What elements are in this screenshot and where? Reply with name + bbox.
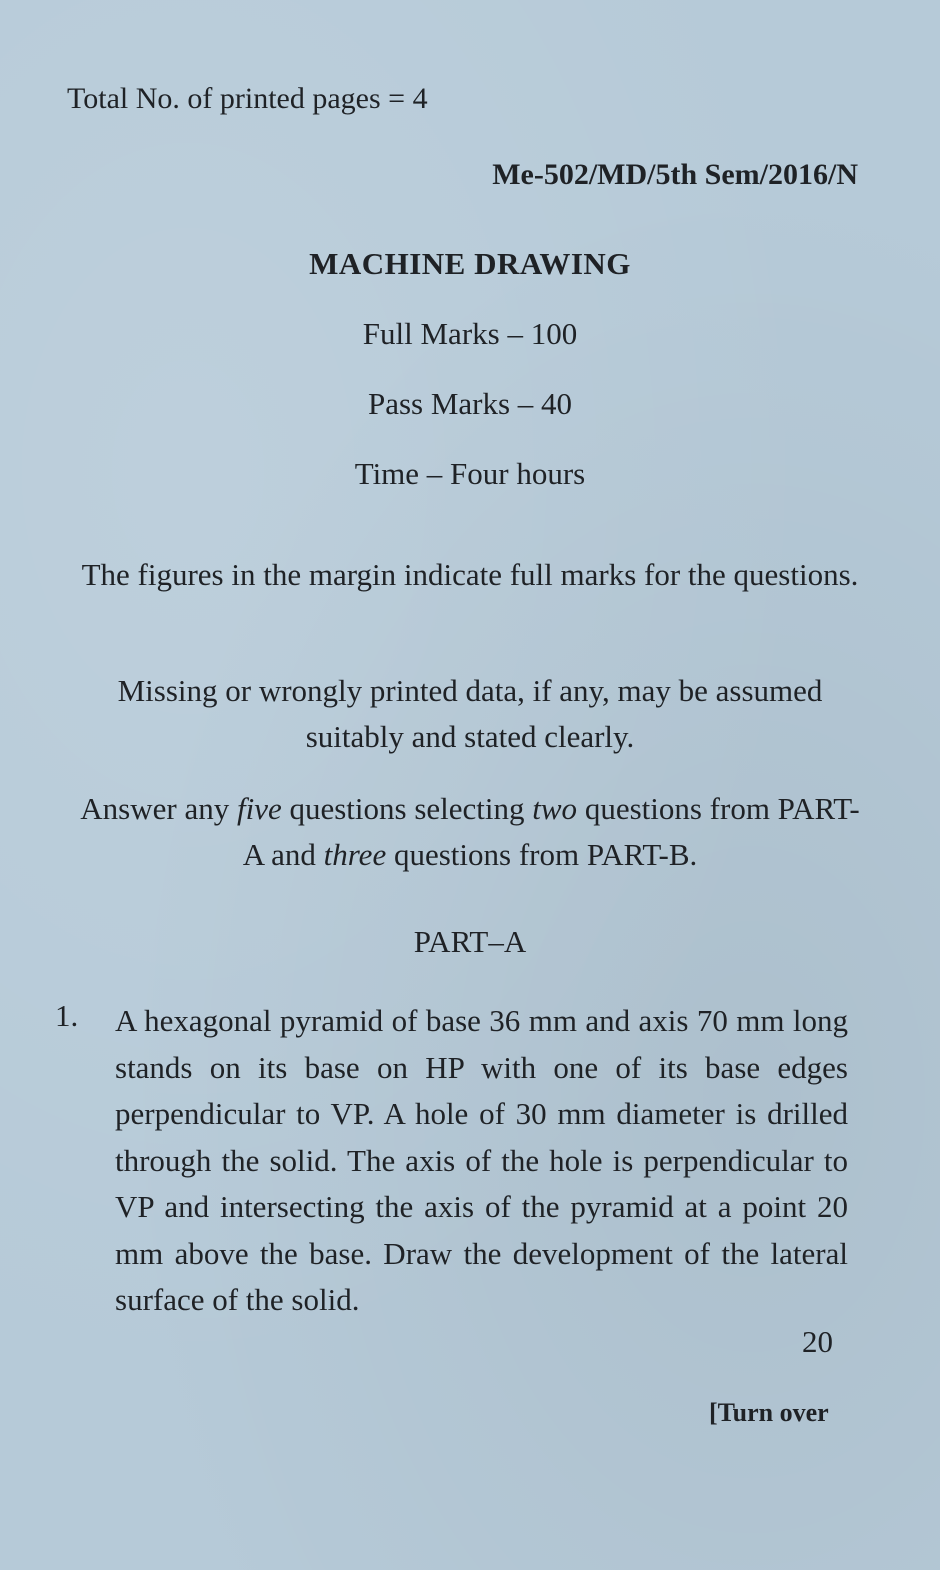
turn-over-note: [Turn over [709, 1398, 829, 1427]
instruction-missing-data: Missing or wrongly printed data, if any, may be assumed suitably and stated clearly. [117, 673, 823, 754]
answer-three: three [323, 837, 387, 872]
answer-middle: questions selecting [281, 791, 533, 826]
answer-two: two [532, 791, 578, 826]
paper-code: Me-502/MD/5th Sem/2016/N [492, 158, 858, 191]
question-marks: 20 [802, 1324, 833, 1359]
question-number: 1. [55, 998, 79, 1033]
pass-marks: Pass Marks – 40 [367, 386, 573, 421]
exam-time: Time – Four hours [354, 456, 586, 491]
answer-prefix: Answer any [80, 791, 237, 826]
question-text: A hexagonal pyramid of base 36 mm and axis 70 mm long stands on its base on HP with one of its base edges perpendicular to VP. A hole of 30 mm diameter is drilled through the solid. The axis of the hole is perpendicular to VP and intersecting the axis of the pyramid at a point 20 mm above the base. Draw the development of the lateral surface of the solid. [115, 1003, 848, 1317]
answer-middle2: questions from PART-A and [242, 791, 860, 872]
full-marks: Full Marks – 100 [362, 316, 578, 351]
exam-title: MACHINE DRAWING [309, 246, 631, 281]
instruction-margin-marks: The figures in the margin indicate full marks for the questions. [81, 557, 859, 592]
answer-suffix: questions from PART-B. [386, 837, 698, 872]
instruction-answer-selection [70, 786, 870, 878]
answer-five: five [236, 791, 282, 826]
printed-pages-count: Total No. of printed pages = 4 [67, 82, 428, 115]
part-a-heading: PART–A [413, 924, 527, 959]
